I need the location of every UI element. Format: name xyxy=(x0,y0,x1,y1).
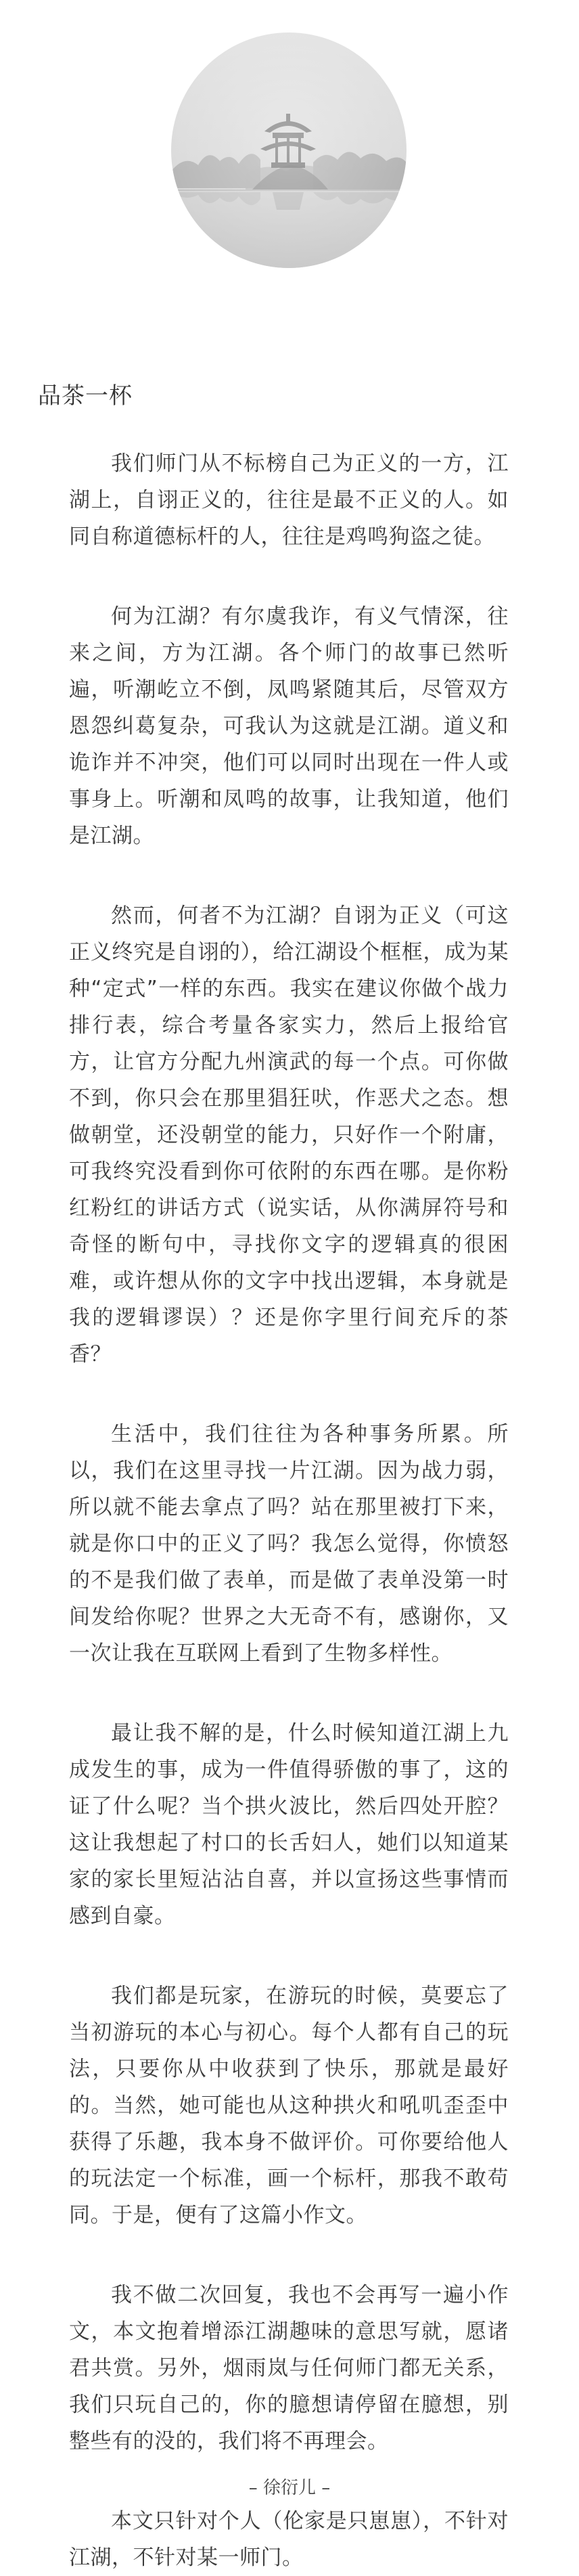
misty-pavilion-photo-icon xyxy=(171,32,407,268)
hero-image xyxy=(171,32,407,268)
paragraph: 然而，何者不为江湖？自诩为正义（可这正义终究是自诩的），给江湖设个框框，成为某种“定式”一样的东西。我实在建议你做个战力排行表，综合考量各家实力，然后上报给官方，让官方分配九州演武的每一个点。可你做不到，你只会在那里猖狂吠，作恶犬之态。想做朝堂，还没朝堂的能力，只好作一个附庸，可我终究没看到你可依附的东西在哪。是你粉红粉红的讲话方式（说实话，从你满屏符号和奇怪的断句中，寻找你文字的逻辑真的很困难，或许想从你的文字中找出逻辑，本身就是我的逻辑谬误）？还是你字里行间充斥的茶香？ xyxy=(69,904,509,1367)
paragraph: 我们师门从不标榜自己为正义的一方，江湖上，自诩正义的，往往是最不正义的人。如同自称道德标杆的人，往往是鸡鸣狗盗之徒。 xyxy=(69,451,509,549)
paragraph: 本文只针对个人（伦家是只崽崽），不针对江湖，不针对某一师门。 xyxy=(69,2509,509,2570)
article-body xyxy=(69,445,509,2576)
paragraph: 何为江湖？有尔虞我诈，有义气情深，往来之间，方为江湖。各个师门的故事已然听遍，听潮屹立不倒，凤鸣紧随其后，尽管双方恩怨纠葛复杂，可我认为这就是江湖。道义和诡诈并不冲突，他们可以同时出现在一件人或事身上。听潮和凤鸣的故事，让我知道，他们是江湖。 xyxy=(69,604,509,848)
article-title: 品茶一杯 xyxy=(38,382,133,409)
paragraph: 生活中，我们往往为各种事务所累。所以，我们在这里寻找一片江湖。因为战力弱，所以就不能去拿点了吗？站在那里被打下来，就是你口中的正义了吗？我怎么觉得，你愤怒的不是我们做了表单，而是做了表单没第一时间发给你呢？世界之大无奇不有，感谢你，又一次让我在互联网上看到了生物多样性。 xyxy=(69,1422,509,1666)
paragraph: 最让我不解的是，什么时候知道江湖上九成发生的事，成为一件值得骄傲的事了，这的证了什么呢？当个拱火波比，然后四处开腔？这让我想起了村口的长舌妇人，她们以知道某家的家长里短沾沾自喜，并以宣扬这些事情而感到自豪。 xyxy=(69,1721,509,1928)
paragraph: 我不做二次回复，我也不会再写一遍小作文，本文抱着增添江湖趣味的意思写就，愿诸君共赏。另外，烟雨岚与任何师门都无关系，我们只玩自己的，你的臆想请停留在臆想，别整些有的没的，我们将不再理会。 xyxy=(69,2283,509,2453)
paragraph: 我们都是玩家，在游玩的时候，莫要忘了当初游玩的本心与初心。每个人都有自己的玩法，只要你从中收获到了快乐，那就是最好的。当然，她可能也从这种拱火和吼叽歪歪中获得了乐趣，我本身不做评价。可你要给他人的玩法定一个标准，画一个标杆，那我不敢苟同。于是，便有了这篇小作文。 xyxy=(69,1984,509,2227)
author-signature: – 徐衍儿 – xyxy=(248,2478,331,2498)
